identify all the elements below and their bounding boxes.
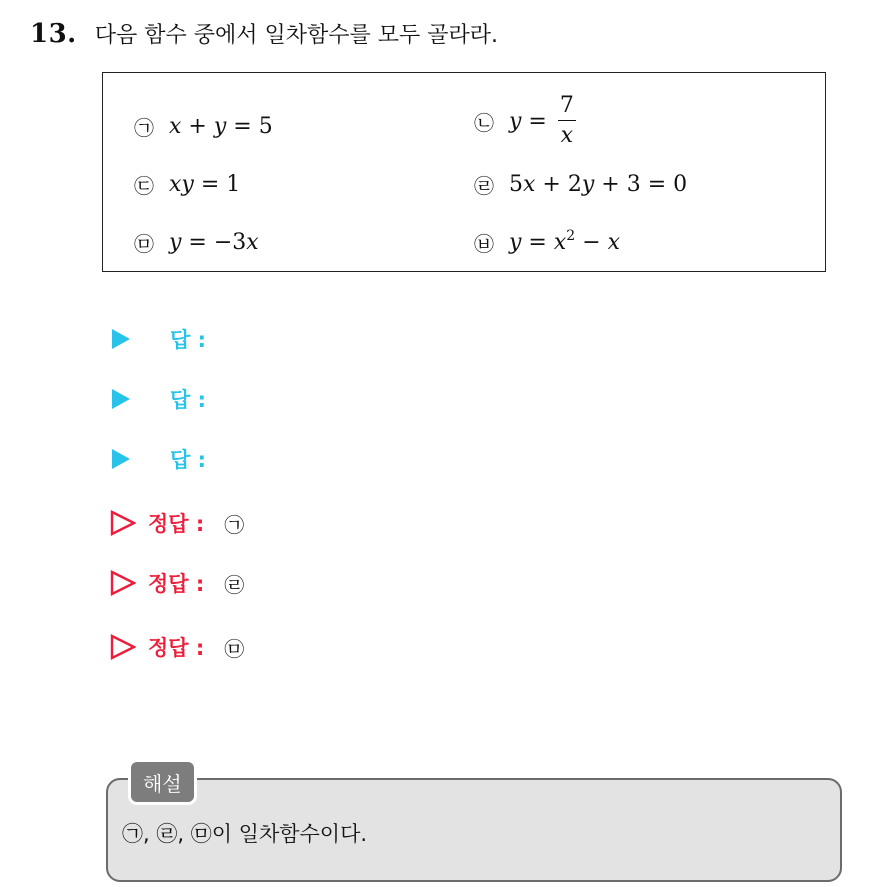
option-b-fraction: $\frac{7}{x}$ [559,93,574,149]
option-c-marker: ㉢ [134,173,154,198]
option-b [471,95,576,147]
answer-label: 답 : [170,448,206,472]
option-e [131,229,259,255]
option-d-equation: 5x + 2y + 3 = 0 [509,171,688,197]
question-text: 다음 함수 중에서 일차함수를 모두 골라라. [94,23,498,48]
correct-answer-label: 정답 : [148,636,205,660]
question-header [30,18,498,48]
option-a-marker: ㉠ [134,115,154,140]
option-a-equation: x + y = 5 [169,113,273,139]
option-e-marker: ㉤ [134,231,154,256]
answer-row-1[interactable] [108,322,206,356]
option-e-equation: y = −3x [169,229,259,255]
correct-answer-value: ㉤ [224,636,245,661]
answer-label: 답 : [170,388,206,412]
option-b-equation: y = $\frac{7}{x}$ [509,93,574,149]
option-a [131,113,273,139]
option-d-marker: ㉣ [474,173,494,198]
option-f-marker: ㉥ [474,231,494,256]
option-b-marker: ㉡ [474,110,494,135]
answer-arrow-icon [112,389,130,409]
outline-triangle-icon [110,634,136,660]
option-c [131,171,240,197]
option-f-equation: $y = x^2 - x$ [509,227,621,255]
explanation-tag: 해설 [128,759,197,805]
answer-row-3[interactable] [108,442,206,476]
answer-arrow-icon [112,329,130,349]
option-c-equation: xy = 1 [169,171,241,197]
correct-answer-row-1 [110,506,244,540]
outline-triangle-icon [110,570,136,596]
question-number: 13. [30,19,77,49]
correct-answer-row-2 [110,566,244,600]
correct-answer-value: ㉣ [224,572,245,597]
correct-answer-label: 정답 : [148,512,205,536]
option-f [471,229,620,255]
correct-answer-label: 정답 : [148,572,205,596]
correct-answer-row-3 [110,630,244,664]
answer-arrow-icon [112,449,130,469]
answer-label: 답 : [170,328,206,352]
options-box [102,72,826,272]
explanation-text: ㉠, ㉣, ㉤이 일차함수이다. [122,822,368,846]
option-d [471,171,687,197]
correct-answer-value: ㉠ [224,512,245,537]
outline-triangle-icon [110,510,136,536]
answer-row-2[interactable] [108,382,206,416]
